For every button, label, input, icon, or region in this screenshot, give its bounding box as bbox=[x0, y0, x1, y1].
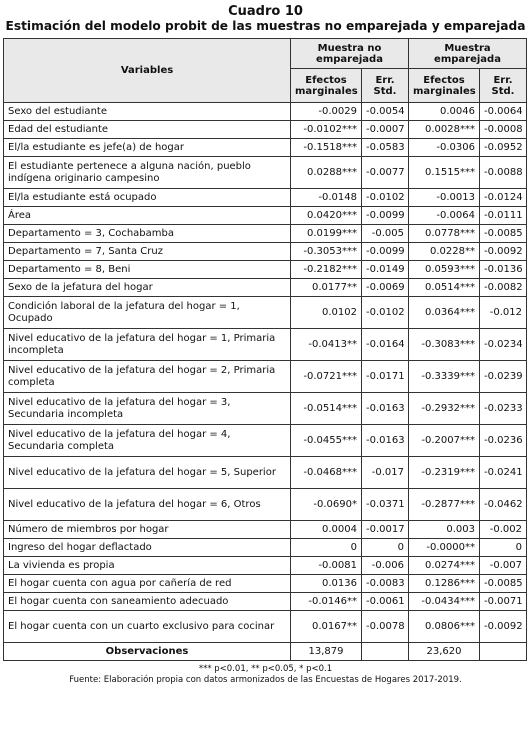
marginal-effect-matched: -0.2319*** bbox=[409, 457, 480, 489]
observations-matched: 23,620 bbox=[409, 643, 480, 661]
marginal-effect-unmatched: 0.0167** bbox=[291, 611, 362, 643]
marginal-effect-unmatched: -0.0146** bbox=[291, 593, 362, 611]
marginal-effect-unmatched: -0.0514*** bbox=[291, 393, 362, 425]
marginal-effect-unmatched: -0.0029 bbox=[291, 103, 362, 121]
table-row bbox=[4, 575, 527, 593]
marginal-effect-unmatched: 0.0136 bbox=[291, 575, 362, 593]
std-error-matched: -0.0136 bbox=[480, 261, 527, 279]
std-error-unmatched: -0.0149 bbox=[362, 261, 409, 279]
variable-label: Ingreso del hogar deflactado bbox=[4, 539, 291, 557]
std-error-unmatched: -0.0054 bbox=[362, 103, 409, 121]
std-error-unmatched: -0.0017 bbox=[362, 521, 409, 539]
marginal-effect-unmatched: -0.0413** bbox=[291, 329, 362, 361]
marginal-effect-unmatched: 0 bbox=[291, 539, 362, 557]
variable-label: Departamento = 8, Beni bbox=[4, 261, 291, 279]
table-row bbox=[4, 225, 527, 243]
empty-cell bbox=[362, 643, 409, 661]
std-error-matched: -0.0092 bbox=[480, 243, 527, 261]
table-row bbox=[4, 593, 527, 611]
variable-label: Nivel educativo de la jefatura del hogar = 3, Secundaria incompleta bbox=[4, 393, 291, 425]
table-row bbox=[4, 261, 527, 279]
variable-label: Condición laboral de la jefatura del hogar = 1, Ocupado bbox=[4, 297, 291, 329]
table-row bbox=[4, 243, 527, 261]
marginal-effect-matched: 0.0274*** bbox=[409, 557, 480, 575]
marginal-effect-matched: -0.0434*** bbox=[409, 593, 480, 611]
table-row bbox=[4, 425, 527, 457]
std-error-unmatched: -0.0371 bbox=[362, 489, 409, 521]
table-row bbox=[4, 189, 527, 207]
std-error-matched: -0.0236 bbox=[480, 425, 527, 457]
std-error-unmatched: -0.0102 bbox=[362, 297, 409, 329]
std-error-matched: -0.0233 bbox=[480, 393, 527, 425]
std-error-matched: -0.0064 bbox=[480, 103, 527, 121]
std-error-matched: -0.0462 bbox=[480, 489, 527, 521]
std-error-unmatched: -0.0099 bbox=[362, 207, 409, 225]
std-error-matched: -0.0234 bbox=[480, 329, 527, 361]
marginal-effect-matched: 0.0028*** bbox=[409, 121, 480, 139]
table-row bbox=[4, 521, 527, 539]
source-note: Fuente: Elaboración propia con datos armonizados de las Encuestas de Hogares 2017-2019. bbox=[69, 675, 462, 685]
std-error-matched: -0.0952 bbox=[480, 139, 527, 157]
std-error-unmatched: -0.0083 bbox=[362, 575, 409, 593]
std-error-matched: -0.0124 bbox=[480, 189, 527, 207]
std-error-unmatched: -0.0163 bbox=[362, 425, 409, 457]
table-title: Estimación del modelo probit de las muestras no emparejada y emparejada bbox=[5, 19, 526, 33]
marginal-effect-unmatched: 0.0420*** bbox=[291, 207, 362, 225]
marginal-effect-matched: 0.0514*** bbox=[409, 279, 480, 297]
variable-label: La vivienda es propia bbox=[4, 557, 291, 575]
marginal-effect-matched: -0.2932*** bbox=[409, 393, 480, 425]
variables-header: Variables bbox=[4, 39, 291, 103]
empty-cell bbox=[480, 643, 527, 661]
variable-label: Área bbox=[4, 207, 291, 225]
marginal-effect-unmatched: -0.0468*** bbox=[291, 457, 362, 489]
std-error-matched: -0.0082 bbox=[480, 279, 527, 297]
variable-label: Sexo del estudiante bbox=[4, 103, 291, 121]
marginal-effect-unmatched: -0.0721*** bbox=[291, 361, 362, 393]
table-row bbox=[4, 457, 527, 489]
table-row bbox=[4, 489, 527, 521]
std-error-matched: -0.0008 bbox=[480, 121, 527, 139]
marginal-effect-unmatched: -0.0148 bbox=[291, 189, 362, 207]
table-row bbox=[4, 121, 527, 139]
variable-label: El estudiante pertenece a alguna nación, pueblo indígena originario campesino bbox=[4, 157, 291, 189]
observations-unmatched: 13,879 bbox=[291, 643, 362, 661]
std-error-unmatched: -0.006 bbox=[362, 557, 409, 575]
marginal-effect-matched: -0.3339*** bbox=[409, 361, 480, 393]
variable-label: Número de miembros por hogar bbox=[4, 521, 291, 539]
std-error-unmatched: -0.0007 bbox=[362, 121, 409, 139]
table-row bbox=[4, 361, 527, 393]
observations-label: Observaciones bbox=[4, 643, 291, 661]
table-row bbox=[4, 539, 527, 557]
table-row bbox=[4, 611, 527, 643]
std-error-matched: -0.0088 bbox=[480, 157, 527, 189]
table-row bbox=[4, 393, 527, 425]
marginal-effects-header: Efectos marginales bbox=[291, 69, 362, 103]
std-error-matched: 0 bbox=[480, 539, 527, 557]
std-error-matched: -0.0239 bbox=[480, 361, 527, 393]
marginal-effect-matched: 0.0228** bbox=[409, 243, 480, 261]
marginal-effect-matched: 0.0806*** bbox=[409, 611, 480, 643]
variable-label: El/la estudiante es jefe(a) de hogar bbox=[4, 139, 291, 157]
marginal-effect-unmatched: -0.0455*** bbox=[291, 425, 362, 457]
observations-row bbox=[4, 643, 527, 661]
unmatched-sample-header: Muestra no emparejada bbox=[291, 39, 409, 69]
table-label: Cuadro 10 bbox=[228, 4, 303, 19]
variable-label: Sexo de la jefatura del hogar bbox=[4, 279, 291, 297]
marginal-effect-matched: -0.0013 bbox=[409, 189, 480, 207]
marginal-effect-matched: 0.0046 bbox=[409, 103, 480, 121]
std-error-unmatched: -0.0171 bbox=[362, 361, 409, 393]
std-error-unmatched: -0.005 bbox=[362, 225, 409, 243]
marginal-effect-unmatched: -0.0081 bbox=[291, 557, 362, 575]
marginal-effect-matched: 0.0778*** bbox=[409, 225, 480, 243]
variable-label: Nivel educativo de la jefatura del hogar = 1, Primaria incompleta bbox=[4, 329, 291, 361]
variable-label: Nivel educativo de la jefatura del hogar = 4, Secundaria completa bbox=[4, 425, 291, 457]
marginal-effect-matched: 0.0593*** bbox=[409, 261, 480, 279]
std-error-unmatched: -0.0061 bbox=[362, 593, 409, 611]
marginal-effect-matched: 0.0364*** bbox=[409, 297, 480, 329]
std-error-matched: -0.007 bbox=[480, 557, 527, 575]
std-error-unmatched: -0.0078 bbox=[362, 611, 409, 643]
std-error-matched: -0.0111 bbox=[480, 207, 527, 225]
marginal-effect-matched: 0.1515*** bbox=[409, 157, 480, 189]
std-error-matched: -0.0085 bbox=[480, 575, 527, 593]
std-error-matched: -0.0241 bbox=[480, 457, 527, 489]
marginal-effect-unmatched: 0.0177** bbox=[291, 279, 362, 297]
probit-table bbox=[3, 38, 527, 661]
std-error-unmatched: -0.0583 bbox=[362, 139, 409, 157]
marginal-effect-unmatched: -0.1518*** bbox=[291, 139, 362, 157]
variable-label: El hogar cuenta con agua por cañería de red bbox=[4, 575, 291, 593]
table-row bbox=[4, 329, 527, 361]
marginal-effect-matched: -0.0306 bbox=[409, 139, 480, 157]
table-row bbox=[4, 279, 527, 297]
std-error-matched: -0.0092 bbox=[480, 611, 527, 643]
std-error-unmatched: -0.0164 bbox=[362, 329, 409, 361]
marginal-effect-matched: -0.2007*** bbox=[409, 425, 480, 457]
table-row bbox=[4, 207, 527, 225]
marginal-effect-unmatched: -0.0102*** bbox=[291, 121, 362, 139]
variable-label: Nivel educativo de la jefatura del hogar = 6, Otros bbox=[4, 489, 291, 521]
std-error-header: Err. Std. bbox=[362, 69, 409, 103]
std-error-matched: -0.0071 bbox=[480, 593, 527, 611]
std-error-unmatched: -0.0099 bbox=[362, 243, 409, 261]
std-error-unmatched: -0.0077 bbox=[362, 157, 409, 189]
marginal-effect-matched: -0.0064 bbox=[409, 207, 480, 225]
table-row bbox=[4, 139, 527, 157]
significance-note: *** p<0.01, ** p<0.05, * p<0.1 bbox=[198, 664, 333, 674]
variable-label: El/la estudiante está ocupado bbox=[4, 189, 291, 207]
std-error-unmatched: -0.017 bbox=[362, 457, 409, 489]
marginal-effect-matched: -0.3083*** bbox=[409, 329, 480, 361]
variable-label: Departamento = 7, Santa Cruz bbox=[4, 243, 291, 261]
table-row bbox=[4, 297, 527, 329]
variable-label: Departamento = 3, Cochabamba bbox=[4, 225, 291, 243]
std-error-unmatched: 0 bbox=[362, 539, 409, 557]
variable-label: Nivel educativo de la jefatura del hogar = 2, Primaria completa bbox=[4, 361, 291, 393]
std-error-header: Err. Std. bbox=[480, 69, 527, 103]
marginal-effect-matched: -0.0000** bbox=[409, 539, 480, 557]
marginal-effect-unmatched: 0.0199*** bbox=[291, 225, 362, 243]
std-error-matched: -0.012 bbox=[480, 297, 527, 329]
marginal-effect-unmatched: 0.0102 bbox=[291, 297, 362, 329]
matched-sample-header: Muestra emparejada bbox=[409, 39, 527, 69]
std-error-unmatched: -0.0069 bbox=[362, 279, 409, 297]
std-error-unmatched: -0.0163 bbox=[362, 393, 409, 425]
variable-label: Nivel educativo de la jefatura del hogar = 5, Superior bbox=[4, 457, 291, 489]
marginal-effect-unmatched: 0.0288*** bbox=[291, 157, 362, 189]
std-error-matched: -0.0085 bbox=[480, 225, 527, 243]
table-row bbox=[4, 557, 527, 575]
marginal-effect-matched: 0.1286*** bbox=[409, 575, 480, 593]
marginal-effect-unmatched: -0.2182*** bbox=[291, 261, 362, 279]
marginal-effect-matched: -0.2877*** bbox=[409, 489, 480, 521]
marginal-effect-matched: 0.003 bbox=[409, 521, 480, 539]
marginal-effects-header: Efectos marginales bbox=[409, 69, 480, 103]
variable-label: Edad del estudiante bbox=[4, 121, 291, 139]
std-error-matched: -0.002 bbox=[480, 521, 527, 539]
variable-label: El hogar cuenta con saneamiento adecuado bbox=[4, 593, 291, 611]
marginal-effect-unmatched: -0.3053*** bbox=[291, 243, 362, 261]
marginal-effect-unmatched: 0.0004 bbox=[291, 521, 362, 539]
table-row bbox=[4, 157, 527, 189]
marginal-effect-unmatched: -0.0690* bbox=[291, 489, 362, 521]
std-error-unmatched: -0.0102 bbox=[362, 189, 409, 207]
variable-label: El hogar cuenta con un cuarto exclusivo para cocinar bbox=[4, 611, 291, 643]
table-row bbox=[4, 103, 527, 121]
